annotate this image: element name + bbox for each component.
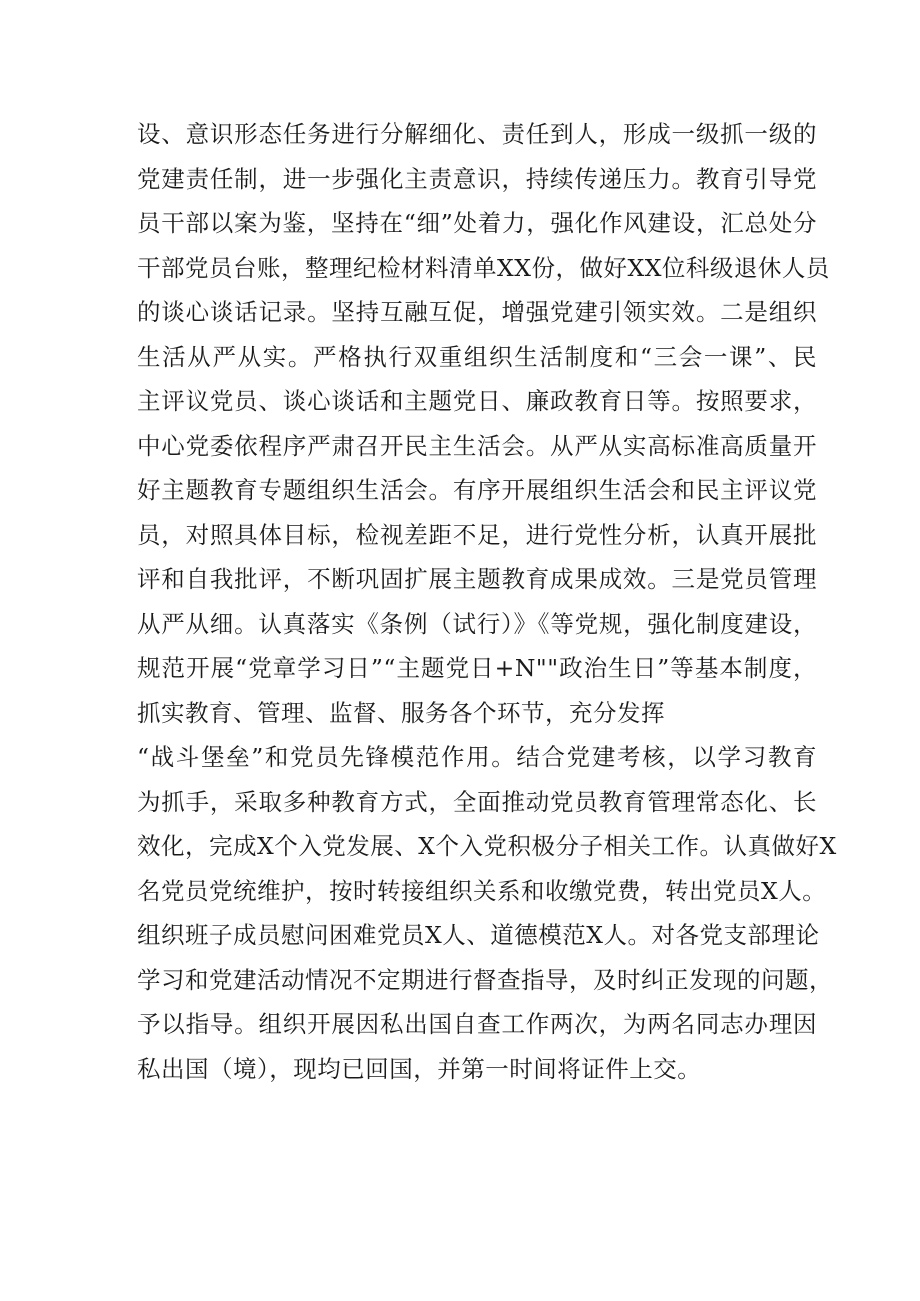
text-line-22: 私出国（境），现均已回国，并第一时间将证件上交。 bbox=[137, 1054, 702, 1083]
text-line-2: 党建责任制，进一步强化主责意识，持续传递压力。教育引导党 bbox=[137, 164, 817, 193]
text-line-4: 干部党员台账，整理纪检材料清单XX份，做好XX位科级退休人员 bbox=[137, 253, 830, 282]
text-line-5: 的谈心谈话记录。坚持互融互促，增强党建引领实效。二是组织 bbox=[137, 298, 817, 326]
text-line-11: 评和自我批评，不断巩固扩展主题教育成果成效。三是党员管理 bbox=[137, 565, 817, 593]
text-line-6: 生活从严从实。严格执行双重组织生活制度和“三会一课”、民 bbox=[137, 342, 817, 371]
text-line-21: 予以指导。组织开展因私出国自查工作两次，为两名同志办理因 bbox=[137, 1010, 817, 1038]
text-line-8: 中心党委依程序严肃召开民主生活会。从严从实高标准高质量开 bbox=[137, 431, 817, 460]
text-line-19: 组织班子成员慰问困难党员X人、道德模范X人。对各党支部理论 bbox=[137, 921, 820, 949]
text-line-20: 学习和党建活动情况不定期进行督查指导，及时纠正发现的问题， bbox=[137, 965, 833, 994]
text-line-17: 效化，完成X个入党发展、X个入党积极分子相关工作。认真做好X bbox=[137, 832, 837, 860]
body-paragraph bbox=[137, 112, 837, 1091]
text-line-10: 员，对照具体目标，检视差距不足，进行党性分析，认真开展批 bbox=[137, 520, 817, 549]
text-line-9: 好主题教育专题组织生活会。有序开展组织生活会和民主评议党 bbox=[137, 476, 817, 504]
text-line-3: 员干部以案为鉴，坚持在“细”处着力，强化作风建设，汇总处分 bbox=[137, 209, 817, 237]
text-line-13: 规范开展“党章学习日”“主题党日+N""政治生日”等基本制度， bbox=[137, 654, 817, 682]
text-line-14: 抓实教育、管理、监督、服务各个环节，充分发挥 bbox=[137, 698, 665, 727]
text-line-15: “战斗堡垒”和党员先锋模范作用。结合党建考核，以学习教育 bbox=[137, 743, 817, 771]
text-line-12: 从严从细。认真落实《条例（试行）》《等党规，强化制度建设， bbox=[137, 609, 817, 638]
text-line-18: 名党员党统维护，按时转接组织关系和收缴党费，转出党员X人。 bbox=[137, 876, 827, 905]
text-line-1: 设、意识形态任务进行分解细化、责任到人，形成一级抓一级的 bbox=[137, 120, 817, 148]
text-line-16: 为抓手，采取多种教育方式，全面推动党员教育管理常态化、长 bbox=[137, 787, 817, 816]
text-line-7: 主评议党员、谈心谈话和主题党日、廉政教育日等。按照要求， bbox=[137, 387, 817, 415]
